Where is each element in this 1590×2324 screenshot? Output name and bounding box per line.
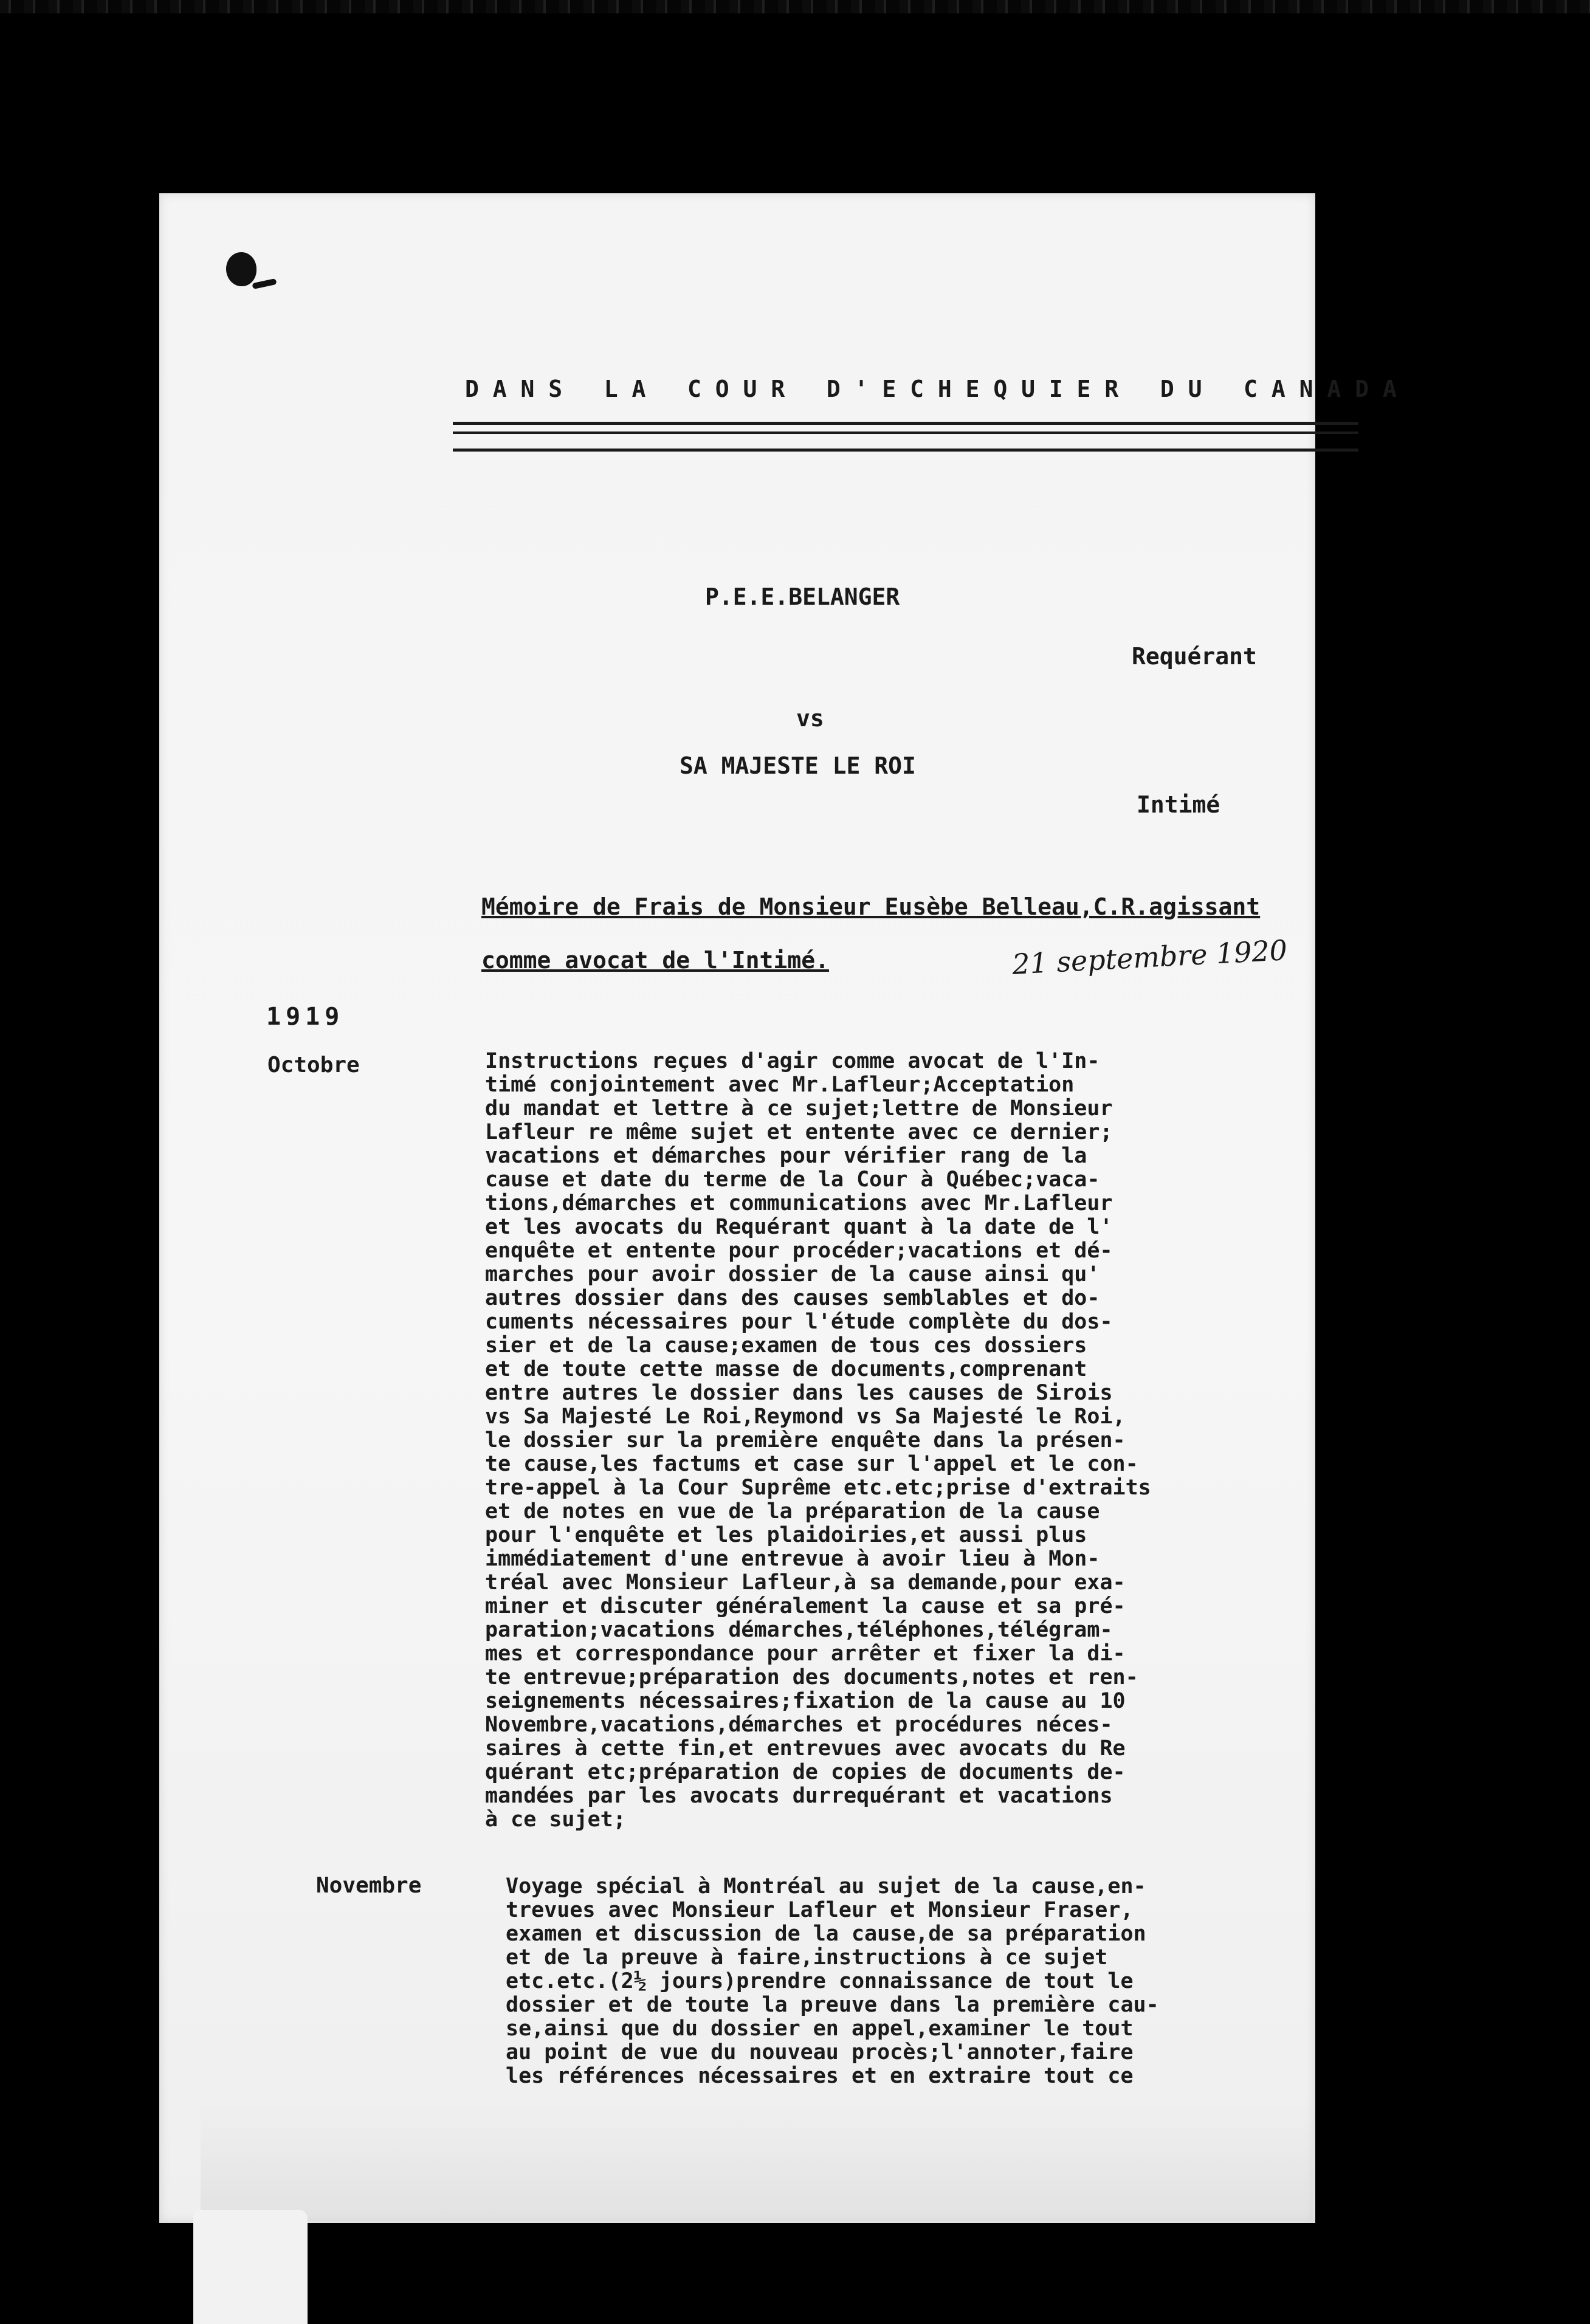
paragraph-line: autres dossier dans des causes semblables et do- <box>485 1286 1100 1310</box>
paragraph-line: le dossier sur la première enquête dans la présen- <box>485 1428 1126 1452</box>
paragraph-line: et de notes en vue de la préparation de la cause <box>485 1499 1100 1524</box>
paragraph-line: vs Sa Majesté Le Roi,Reymond vs Sa Majesté le Roi, <box>485 1404 1126 1429</box>
paragraph-line: tions,démarches et communications avec Mr.Lafleur <box>485 1191 1113 1215</box>
party-applicant: P.E.E.BELANGER <box>705 583 900 610</box>
memo-title: Mémoire de Frais de Monsieur Eusèbe Belleau,C.R.agissant <box>481 893 1261 920</box>
paragraph-line: saires à cette fin,et entrevues avec avocats du Re <box>485 1736 1126 1761</box>
paragraph-line: trevues avec Monsieur Lafleur et Monsieur Fraser, <box>506 1898 1134 1922</box>
party-applicant-role: Requérant <box>1132 643 1257 670</box>
party-respondent: SA MAJESTE LE ROI <box>680 752 916 779</box>
paragraph-line: du mandat et lettre à ce sujet;lettre de Monsieur <box>485 1096 1113 1121</box>
header-rule <box>453 422 1358 425</box>
paragraph-line: te entrevue;préparation des documents,notes et ren- <box>485 1665 1138 1690</box>
page-shadow <box>201 2100 1313 2221</box>
paragraph-line: immédiatement d'une entrevue à avoir lieu à Mon- <box>485 1547 1100 1571</box>
paragraph-line: pour l'enquête et les plaidoiries,et aussi plus <box>485 1523 1087 1547</box>
paragraph-line: marches pour avoir dossier de la cause ainsi qu' <box>485 1262 1100 1287</box>
header-rule <box>453 449 1358 452</box>
paragraph-line: mes et correspondance pour arrêter et fixer la di- <box>485 1642 1126 1666</box>
paragraph-line: quérant etc;préparation de copies de documents de- <box>485 1760 1126 1784</box>
paragraph-line: enquête et entente pour procéder;vacations et dé- <box>485 1239 1113 1263</box>
handwritten-date: 21 septembre 1920 <box>1011 933 1289 981</box>
paragraph-line: timé conjointement avec Mr.Lafleur;Acceptation <box>485 1073 1075 1097</box>
paragraph-line: miner et discuter généralement la cause et sa pré- <box>485 1594 1126 1618</box>
margin-month: Octobre <box>267 1053 360 1078</box>
versus-label: vs <box>796 705 824 732</box>
paragraph-line: à ce sujet; <box>485 1807 626 1832</box>
paragraph-line: vacations et démarches pour vérifier rang de la <box>485 1144 1087 1168</box>
margin-year: 1919 <box>266 1003 345 1031</box>
paragraph-line: Voyage spécial à Montréal au sujet de la cause,en- <box>506 1874 1146 1899</box>
paper-tab <box>193 2210 308 2324</box>
paragraph-line: Instructions reçues d'agir comme avocat de l'In- <box>485 1049 1100 1073</box>
paragraph-line: Lafleur re même sujet et entente avec ce dernier; <box>485 1120 1113 1144</box>
paragraph-line: te cause,les factums et case sur l'appel et le con- <box>485 1452 1138 1476</box>
paragraph-line: et de la preuve à faire,instructions à ce sujet <box>506 1945 1108 1970</box>
court-header: D A N S L A C O U R D ' E C H E Q U I E R D U C A N A D A <box>465 376 1397 402</box>
paragraph-line: et les avocats du Requérant quant à la date de l' <box>485 1215 1113 1239</box>
memo-title: comme avocat de l'Intimé. <box>481 947 829 974</box>
paragraph-line: les références nécessaires et en extraire tout ce <box>506 2064 1134 2088</box>
paragraph-line: paration;vacations démarches,téléphones,télégram- <box>485 1618 1113 1642</box>
paragraph-line: cuments nécessaires pour l'étude complète du dos- <box>485 1310 1113 1334</box>
paragraph-line: examen et discussion de la cause,de sa préparation <box>506 1922 1146 1946</box>
paragraph-line: au point de vue du nouveau procès;l'annoter,faire <box>506 2040 1134 2064</box>
film-edge <box>0 0 1590 13</box>
paragraph-line: se,ainsi que du dossier en appel,examiner le tout <box>506 2016 1134 2041</box>
paragraph-line: tre-appel à la Cour Suprême etc.etc;prise d'extraits <box>485 1476 1151 1500</box>
paragraph-line: tréal avec Monsieur Lafleur,à sa demande,pour exa- <box>485 1570 1126 1595</box>
paragraph-line: cause et date du terme de la Cour à Québec;vaca- <box>485 1167 1100 1192</box>
party-respondent-role: Intimé <box>1137 791 1220 818</box>
paragraph-line: sier et de la cause;examen de tous ces dossiers <box>485 1333 1087 1358</box>
paragraph-line: Novembre,vacations,démarches et procédures néces- <box>485 1713 1113 1737</box>
paragraph-line: mandées par les avocats durrequérant et vacations <box>485 1784 1113 1808</box>
header-rule <box>453 431 1358 434</box>
paragraph-line: dossier et de toute la preuve dans la première cau- <box>506 1993 1159 2017</box>
paragraph-line: seignements nécessaires;fixation de la cause au 10 <box>485 1689 1126 1713</box>
ink-blot-icon <box>226 252 256 286</box>
paragraph-line: et de toute cette masse de documents,comprenant <box>485 1357 1087 1381</box>
paragraph-line: entre autres le dossier dans les causes de Sirois <box>485 1381 1113 1405</box>
paragraph-line: etc.etc.(2½ jours)prendre connaissance de tout le <box>506 1969 1134 1993</box>
margin-month: Novembre <box>316 1873 422 1898</box>
